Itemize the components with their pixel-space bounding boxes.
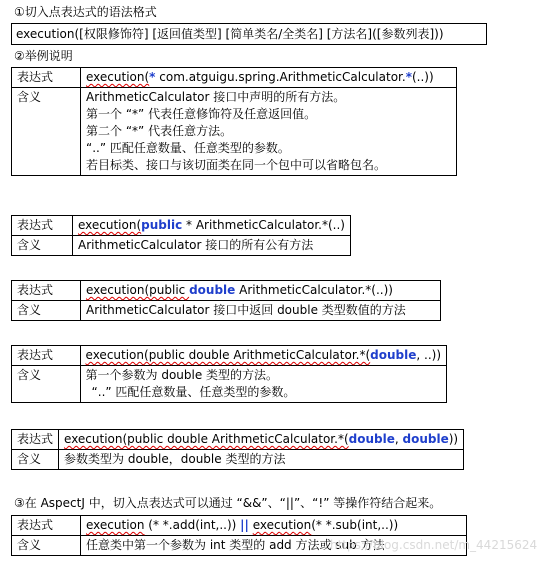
meaning-cell: ArithmeticCalculator 接口中返回 double 类型数值的方法: [81, 301, 441, 321]
expression-cell: execution(* com.atguigu.spring.ArithmeticCalculator.*(..)): [81, 68, 457, 88]
example-table-1: [11, 67, 457, 176]
expression-cell: execution (* *.add(int,..)) || execution(* *.sub(int,..)): [81, 516, 467, 536]
expression-cell: execution(public double ArithmeticCalculator.*(double, double)): [59, 430, 464, 450]
label-expr: 表达式: [12, 68, 81, 88]
expression-cell: execution(public * ArithmeticCalculator.*(..): [72, 216, 350, 236]
meaning-cell: ArithmeticCalculator 接口的所有公有方法: [72, 236, 350, 256]
expression-cell: execution(public double ArithmeticCalculator.*(double, ..)): [80, 346, 446, 366]
example-table-5: [11, 429, 464, 470]
label-meaning: 含义: [12, 88, 81, 176]
meaning-cell: ArithmeticCalculator 接口中声明的所有方法。 第一个 “*” 代表任意修饰符及任意返回值。 第二个 “*” 代表任意方法。 “..” 匹配任意数量、任意类型的参数。 若目标类、接口与该切面类在同一个包中可以省略包名。: [81, 88, 457, 176]
watermark: https://blog.csdn.net/m_44215624: [330, 538, 538, 552]
expression-cell: execution(public double ArithmeticCalculator.*(..)): [81, 281, 441, 301]
label-meaning: 含义: [12, 301, 81, 321]
label-meaning: 含义: [12, 450, 59, 470]
label-expr: 表达式: [12, 346, 81, 366]
label-expr: 表达式: [12, 516, 81, 536]
label-expr: 表达式: [12, 281, 81, 301]
label-expr: 表达式: [12, 216, 73, 236]
label-expr: 表达式: [12, 430, 59, 450]
meaning-cell: 任意类中第一个参数为 int 类型的 add 方法或 sub 方法: [81, 536, 467, 556]
example-table-3: [11, 280, 441, 321]
example-table-2: [11, 215, 351, 256]
heading-examples: ②举例说明: [14, 49, 73, 63]
meaning-cell: 参数类型为 double，double 类型的方法: [59, 450, 464, 470]
heading-syntax: ①切入点表达式的语法格式: [14, 5, 157, 19]
example-table-4: [11, 345, 447, 403]
meaning-cell: 第一个参数为 double 类型的方法。 “..” 匹配任意数量、任意类型的参数。: [80, 366, 446, 403]
label-meaning: 含义: [12, 536, 81, 556]
heading-aspectj: ③在 AspectJ 中，切入点表达式可以通过 “&&”、“||”、“!” 等操作符结合起来。: [14, 496, 442, 510]
label-meaning: 含义: [12, 366, 81, 403]
syntax-box: execution([权限修饰符] [返回值类型] [简单类名/全类名] [方法名]([参数列表])): [11, 23, 487, 45]
label-meaning: 含义: [12, 236, 73, 256]
